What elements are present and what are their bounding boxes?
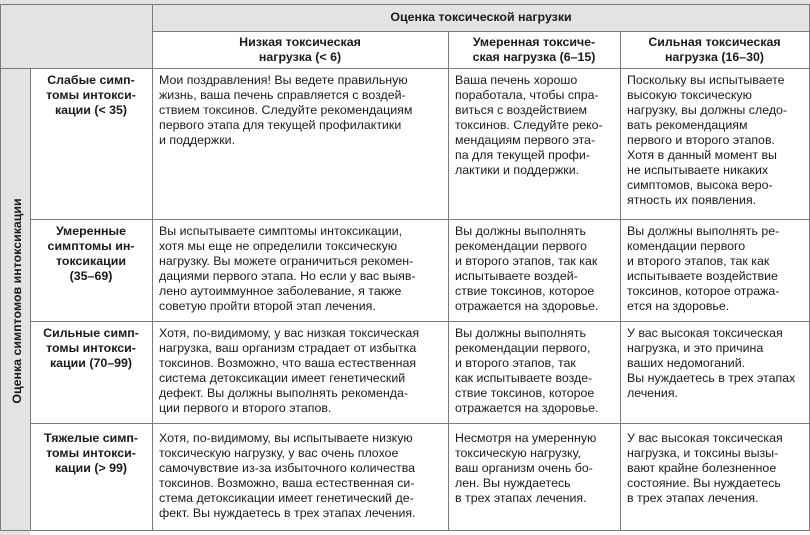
side-header: Оценка симптомов интоксикации xyxy=(10,198,24,404)
col-header-moderate: Умеренная токсиче- ская нагрузка (6–15) xyxy=(472,35,596,64)
vrule-col-1 xyxy=(448,31,449,531)
cell-severe-moderate: Несмотря на умеренную токсическую нагрузку, ваш организм очень бо- лен. Вы нуждаетесь в трех этапах лечения. xyxy=(455,431,597,505)
cell-weak-low: Мои поздравления! Вы ведете правильную жизнь, ваша печень справляется с воздей- ствием токсинов. Следуйте рекомендациям первого этапа для текущей профилактики и поддержки. xyxy=(159,73,413,147)
rule-under-col-headers xyxy=(0,68,810,69)
vrule-label-col xyxy=(152,4,153,531)
row-label-severe: Тяжелые симп- томы интокси- кации (> 99) xyxy=(43,431,139,475)
rule-row-2 xyxy=(30,321,810,322)
vrule-col-2 xyxy=(620,31,621,531)
rule-top xyxy=(0,4,810,5)
cell-weak-moderate: Ваша печень хорошо поработала, чтобы спра- виться с воздействием токсинов. Следуйте реко- мендациям первого эта- па для текущей профи- лактики и поддержки. xyxy=(455,73,603,177)
rule-row-3 xyxy=(30,423,810,424)
vrule-left xyxy=(0,4,1,531)
cell-moderate-low: Вы испытываете симптомы интоксикации, хотя мы еще не определили токсическую нагрузку. Вы можете ограничиться рекомен- дациями первого этапа. Но если у вас выяв- лено аутоиммунное заболевание, я также советую пройти второй этап лечения. xyxy=(159,224,416,313)
cell-moderate-moderate: Вы должны выполнять рекомендации первого и второго этапов, так как испытываете воздей- ствие токсинов, которое отражается на здоровье. xyxy=(455,224,599,313)
rule-row-1 xyxy=(30,219,810,220)
cell-severe-low: Хотя, по-видимому, вы испытываете низкую токсическую нагрузку, у вас очень плохое самочувствие из-за избыточного количества токсинов. Возможно, ваша естественная си- стема детоксикации имеет генетический де- фект. Вы нуждаетесь в трех этапах лечения. xyxy=(159,431,416,520)
row-label-moderate: Умеренные симптомы ин- токсикации (35–69) xyxy=(47,224,135,283)
cell-moderate-high: Вы должны выполнять ре- комендации первого и второго этапов, так как испытываете воздействие токсинов, которое отража- ется на здоровье. xyxy=(627,224,780,313)
cell-strong-low: Хотя, по-видимому, у вас низкая токсическая нагрузка, ваш организм страдает от избытка токсинов. Возможно, что ваша естественная система детоксикации имеет генетический дефект. Вы должны выполнять рекоменда- ции первого и второго этапов. xyxy=(159,326,420,415)
cell-severe-high: У вас высокая токсическая нагрузка, и токсины вызы- вают крайне болезненное состояние. Вы нуждаетесь в трех этапах лечения. xyxy=(627,431,783,505)
row-label-weak: Слабые симп- томы интокси- кации (< 35) xyxy=(46,73,136,117)
top-left-shade xyxy=(0,0,152,68)
row-label-strong: Сильные симп- томы интокси- кации (70–99) xyxy=(43,326,139,370)
cell-strong-moderate: Вы должны выполнять рекомендации первого, и второго этапов, так как испытываете возде- ствие токсинов, которое отражается на здоровье. xyxy=(455,326,599,415)
cell-weak-high: Поскольку вы испытываете высокую токсическую нагрузку, вы должны следо- вать рекомендациям первого и второго этапов. Хотя в данный момент вы не испытываете никаких симптомов, высока веро- ятность их появления. xyxy=(627,73,788,207)
col-header-high: Сильная токсическая нагрузка (16–30) xyxy=(648,35,781,64)
rule-under-top-header xyxy=(152,31,810,32)
col-header-low: Низкая токсическая нагрузка (< 6) xyxy=(239,35,361,64)
cell-strong-high: У вас высокая токсическая нагрузка, и это причина ваших недомоганий. Вы нуждаетесь в трех этапах лечения. xyxy=(627,326,796,400)
rule-bottom xyxy=(0,530,810,531)
top-header: Оценка токсической нагрузки xyxy=(390,10,572,24)
